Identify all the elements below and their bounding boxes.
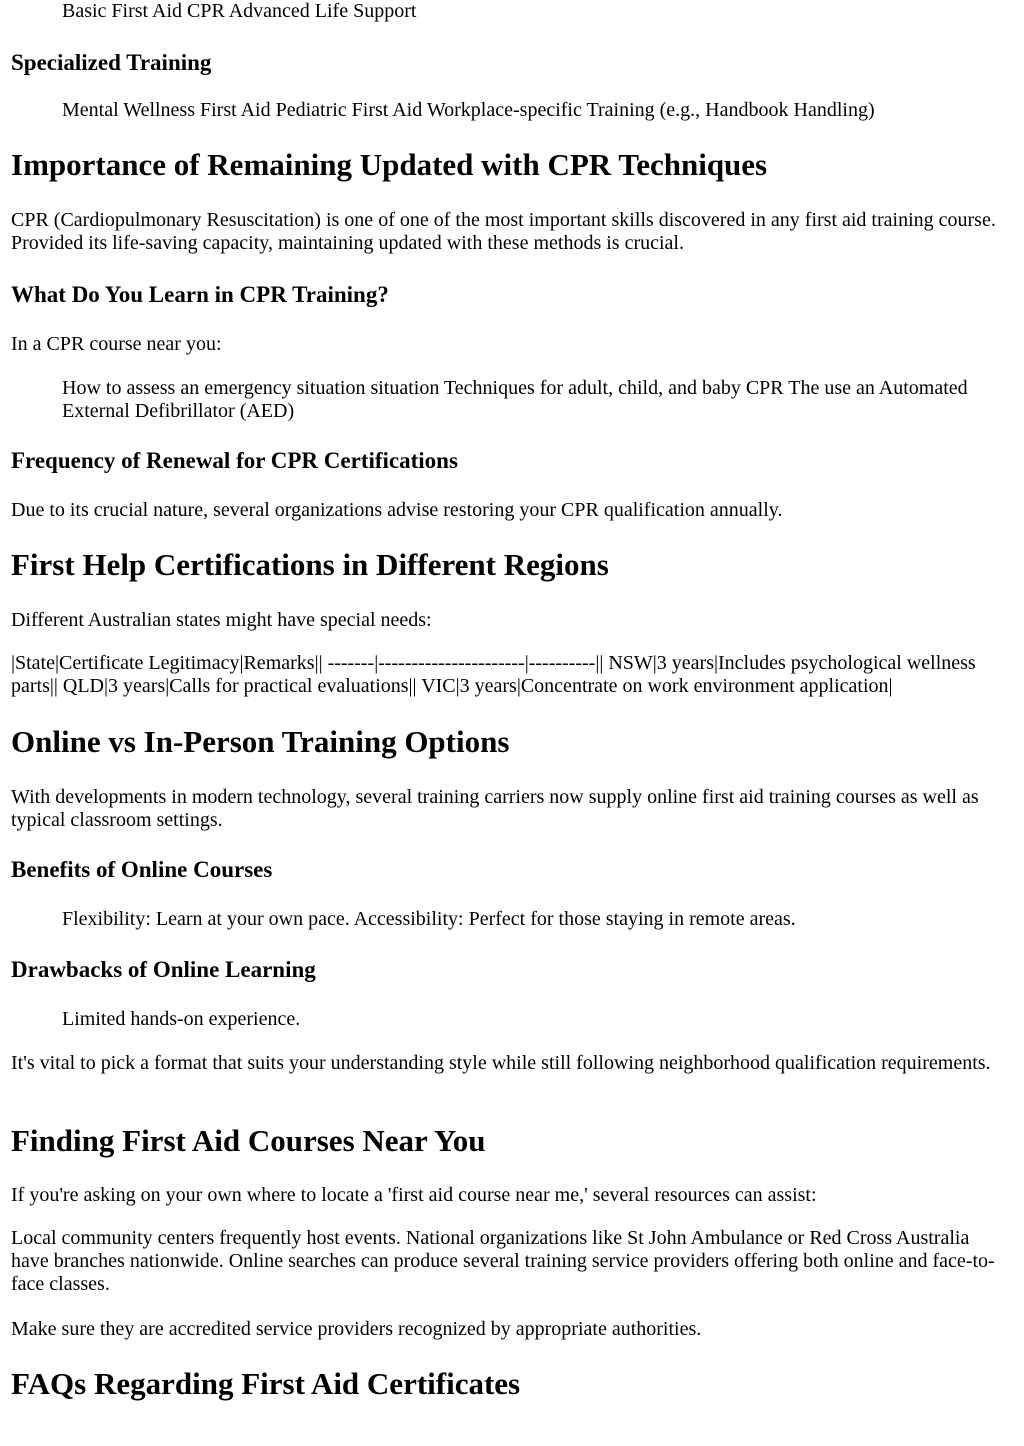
finding-intro: If you're asking on your own where to locate a 'first aid course near me,' several resources can assist: — [11, 1184, 817, 1206]
finding-resources: Local community centers frequently host events. National organizations like St John Ambulance or Red Cross Australia have branches nationwide. Online searches can produce several training service providers offering both online and face-to-face classes. — [11, 1227, 995, 1295]
online-heading: Online vs In-Person Training Options — [11, 724, 510, 759]
regions-table-text: |State|Certificate Legitimacy|Remarks|| -------|----------------------|----------|| NSW|3 years|Includes psychological wellness parts|| QLD|3 years|Calls for practical evaluations|| VIC|3 years|Concentrate on work environment application| — [11, 652, 976, 697]
cpr-learn-list: How to assess an emergency situation situation Techniques for adult, child, and baby CPR The use an Automated External Defibrillator (AED) — [62, 377, 968, 422]
specialized-heading: Specialized Training — [11, 50, 212, 75]
finding-note: Make sure they are accredited service providers recognized by appropriate authorities. — [11, 1318, 702, 1340]
specialized-list: Mental Wellness First Aid Pediatric First Aid Workplace-specific Training (e.g., Handbook Handling) — [62, 99, 875, 121]
online-benefits-list: Flexibility: Learn at your own pace. Accessibility: Perfect for those staying in remote areas. — [62, 908, 796, 930]
finding-heading: Finding First Aid Courses Near You — [11, 1123, 486, 1158]
cpr-learn-heading: What Do You Learn in CPR Training? — [11, 282, 389, 307]
cpr-learn-intro: In a CPR course near you: — [11, 333, 222, 355]
cpr-heading: Importance of Remaining Updated with CPR Techniques — [11, 147, 768, 182]
online-closing: It's vital to pick a format that suits your understanding style while still following neighborhood qualification requirements. — [11, 1052, 991, 1074]
online-benefits-heading: Benefits of Online Courses — [11, 857, 273, 882]
cpr-renewal-text: Due to its crucial nature, several organizations advise restoring your CPR qualification annually. — [11, 499, 783, 521]
online-drawbacks-list: Limited hands-on experience. — [62, 1008, 301, 1030]
top-course-list: Basic First Aid CPR Advanced Life Support — [62, 0, 417, 22]
online-intro: With developments in modern technology, several training carriers now supply online first aid training courses as well as typical classroom settings. — [11, 786, 979, 831]
regions-heading: First Help Certifications in Different Regions — [11, 547, 609, 582]
cpr-renewal-heading: Frequency of Renewal for CPR Certifications — [11, 448, 458, 473]
cpr-intro: CPR (Cardiopulmonary Resuscitation) is one of one of the most important skills discovered in any first aid training course. Provided its life-saving capacity, maintaining updated with these methods is crucial. — [11, 209, 996, 254]
online-drawbacks-heading: Drawbacks of Online Learning — [11, 957, 316, 982]
regions-intro: Different Australian states might have special needs: — [11, 609, 432, 631]
faq-heading: FAQs Regarding First Aid Certificates — [11, 1366, 521, 1401]
